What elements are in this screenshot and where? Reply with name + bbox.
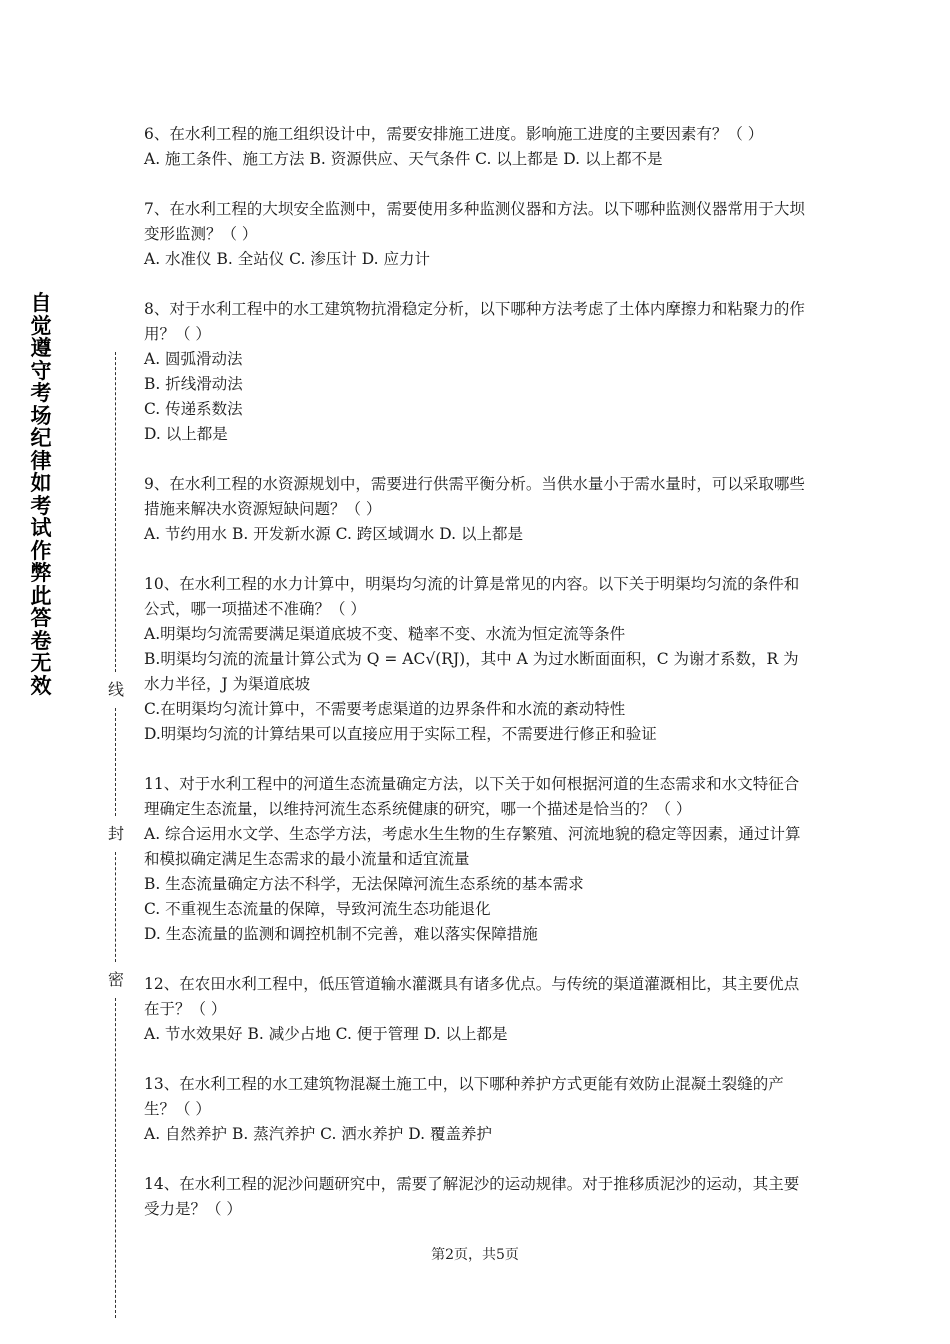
binding-mark-feng: 封: [107, 824, 124, 843]
option-a: A. 综合运用水文学、生态学方法，考虑水生生物的生存繁殖、河流地貌的稳定等因素，通过计算和模拟确定满足生态需求的最小流量和适宜流量: [144, 825, 801, 868]
question-stem: 9、在水利工程的水资源规划中，需要进行供需平衡分析。当供水量小于需水量时，可以采取哪些措施来解决水资源短缺问题？（ ）: [144, 475, 805, 518]
exam-discipline-notice: 自觉遵守考场纪律如考试作弊此答卷无效: [30, 291, 52, 698]
question-9: [144, 472, 812, 547]
option-b: B.明渠均匀流的流量计算公式为 Q = AC√(RJ)，其中 A 为过水断面面积，C 为谢才系数，R 为水力半径，J 为渠道底坡: [144, 650, 799, 693]
binding-dash: [115, 998, 116, 1318]
question-8: [144, 297, 812, 447]
option-a: A. 圆弧滑动法: [144, 350, 243, 368]
question-list: [144, 122, 812, 1247]
option-a: A.明渠均匀流需要满足渠道底坡不变、糙率不变、水流为恒定流等条件: [144, 625, 626, 643]
question-stem: 14、在水利工程的泥沙问题研究中，需要了解泥沙的运动规律。对于推移质泥沙的运动，其主要受力是？（ ）: [144, 1175, 800, 1218]
question-options: A. 施工条件、施工方法 B. 资源供应、天气条件 C. 以上都是 D. 以上都不是: [144, 150, 663, 168]
question-stem: 7、在水利工程的大坝安全监测中，需要使用多种监测仪器和方法。以下哪种监测仪器常用于大坝变形监测？（ ）: [144, 200, 805, 243]
question-stem: 13、在水利工程的水工建筑物混凝土施工中，以下哪种养护方式更能有效防止混凝土裂缝的产生？（ ）: [144, 1075, 784, 1118]
question-stem: 6、在水利工程的施工组织设计中，需要安排施工进度。影响施工进度的主要因素有？（ ）: [144, 125, 764, 143]
question-options: A. 水准仪 B. 全站仪 C. 渗压计 D. 应力计: [144, 250, 430, 268]
binding-mark-mi: 密: [107, 970, 124, 989]
binding-mark-xian: 线: [107, 680, 124, 699]
question-10: [144, 572, 812, 747]
option-b: B. 生态流量确定方法不科学，无法保障河流生态系统的基本需求: [144, 875, 584, 893]
question-options: A. 节约用水 B. 开发新水源 C. 跨区域调水 D. 以上都是: [144, 525, 523, 543]
question-stem: 8、对于水利工程中的水工建筑物抗滑稳定分析，以下哪种方法考虑了土体内摩擦力和粘聚力的作用？（ ）: [144, 300, 805, 343]
page-number: 第2页，共5页: [431, 1247, 519, 1263]
option-b: B. 折线滑动法: [144, 375, 243, 393]
option-c: C. 不重视生态流量的保障，导致河流生态功能退化: [144, 900, 491, 918]
option-d: D. 以上都是: [144, 425, 228, 443]
binding-line: [106, 352, 126, 1318]
question-6: [144, 122, 812, 172]
question-options: A. 节水效果好 B. 减少占地 C. 便于管理 D. 以上都是: [144, 1025, 508, 1043]
question-stem: 10、在水利工程的水力计算中，明渠均匀流的计算是常见的内容。以下关于明渠均匀流的条件和公式，哪一项描述不准确？（ ）: [144, 575, 800, 618]
binding-dash: [115, 852, 116, 962]
question-14: [144, 1172, 812, 1222]
question-11: [144, 772, 812, 947]
question-7: [144, 197, 812, 272]
question-options: A. 自然养护 B. 蒸汽养护 C. 洒水养护 D. 覆盖养护: [144, 1125, 492, 1143]
question-13: [144, 1072, 812, 1147]
binding-dash: [115, 708, 116, 816]
option-d: D. 生态流量的监测和调控机制不完善，难以落实保障措施: [144, 925, 538, 943]
question-12: [144, 972, 812, 1047]
option-d: D.明渠均匀流的计算结果可以直接应用于实际工程，不需要进行修正和验证: [144, 725, 657, 743]
option-c: C. 传递系数法: [144, 400, 243, 418]
question-stem: 12、在农田水利工程中，低压管道输水灌溉具有诸多优点。与传统的渠道灌溉相比，其主要优点在于？（ ）: [144, 975, 800, 1018]
binding-dash: [115, 352, 116, 672]
question-stem: 11、对于水利工程中的河道生态流量确定方法，以下关于如何根据河道的生态需求和水文特征合理确定生态流量，以维持河流生态系统健康的研究，哪一个描述是恰当的？（ ）: [144, 775, 800, 818]
option-c: C.在明渠均匀流计算中，不需要考虑渠道的边界条件和水流的紊动特性: [144, 700, 626, 718]
